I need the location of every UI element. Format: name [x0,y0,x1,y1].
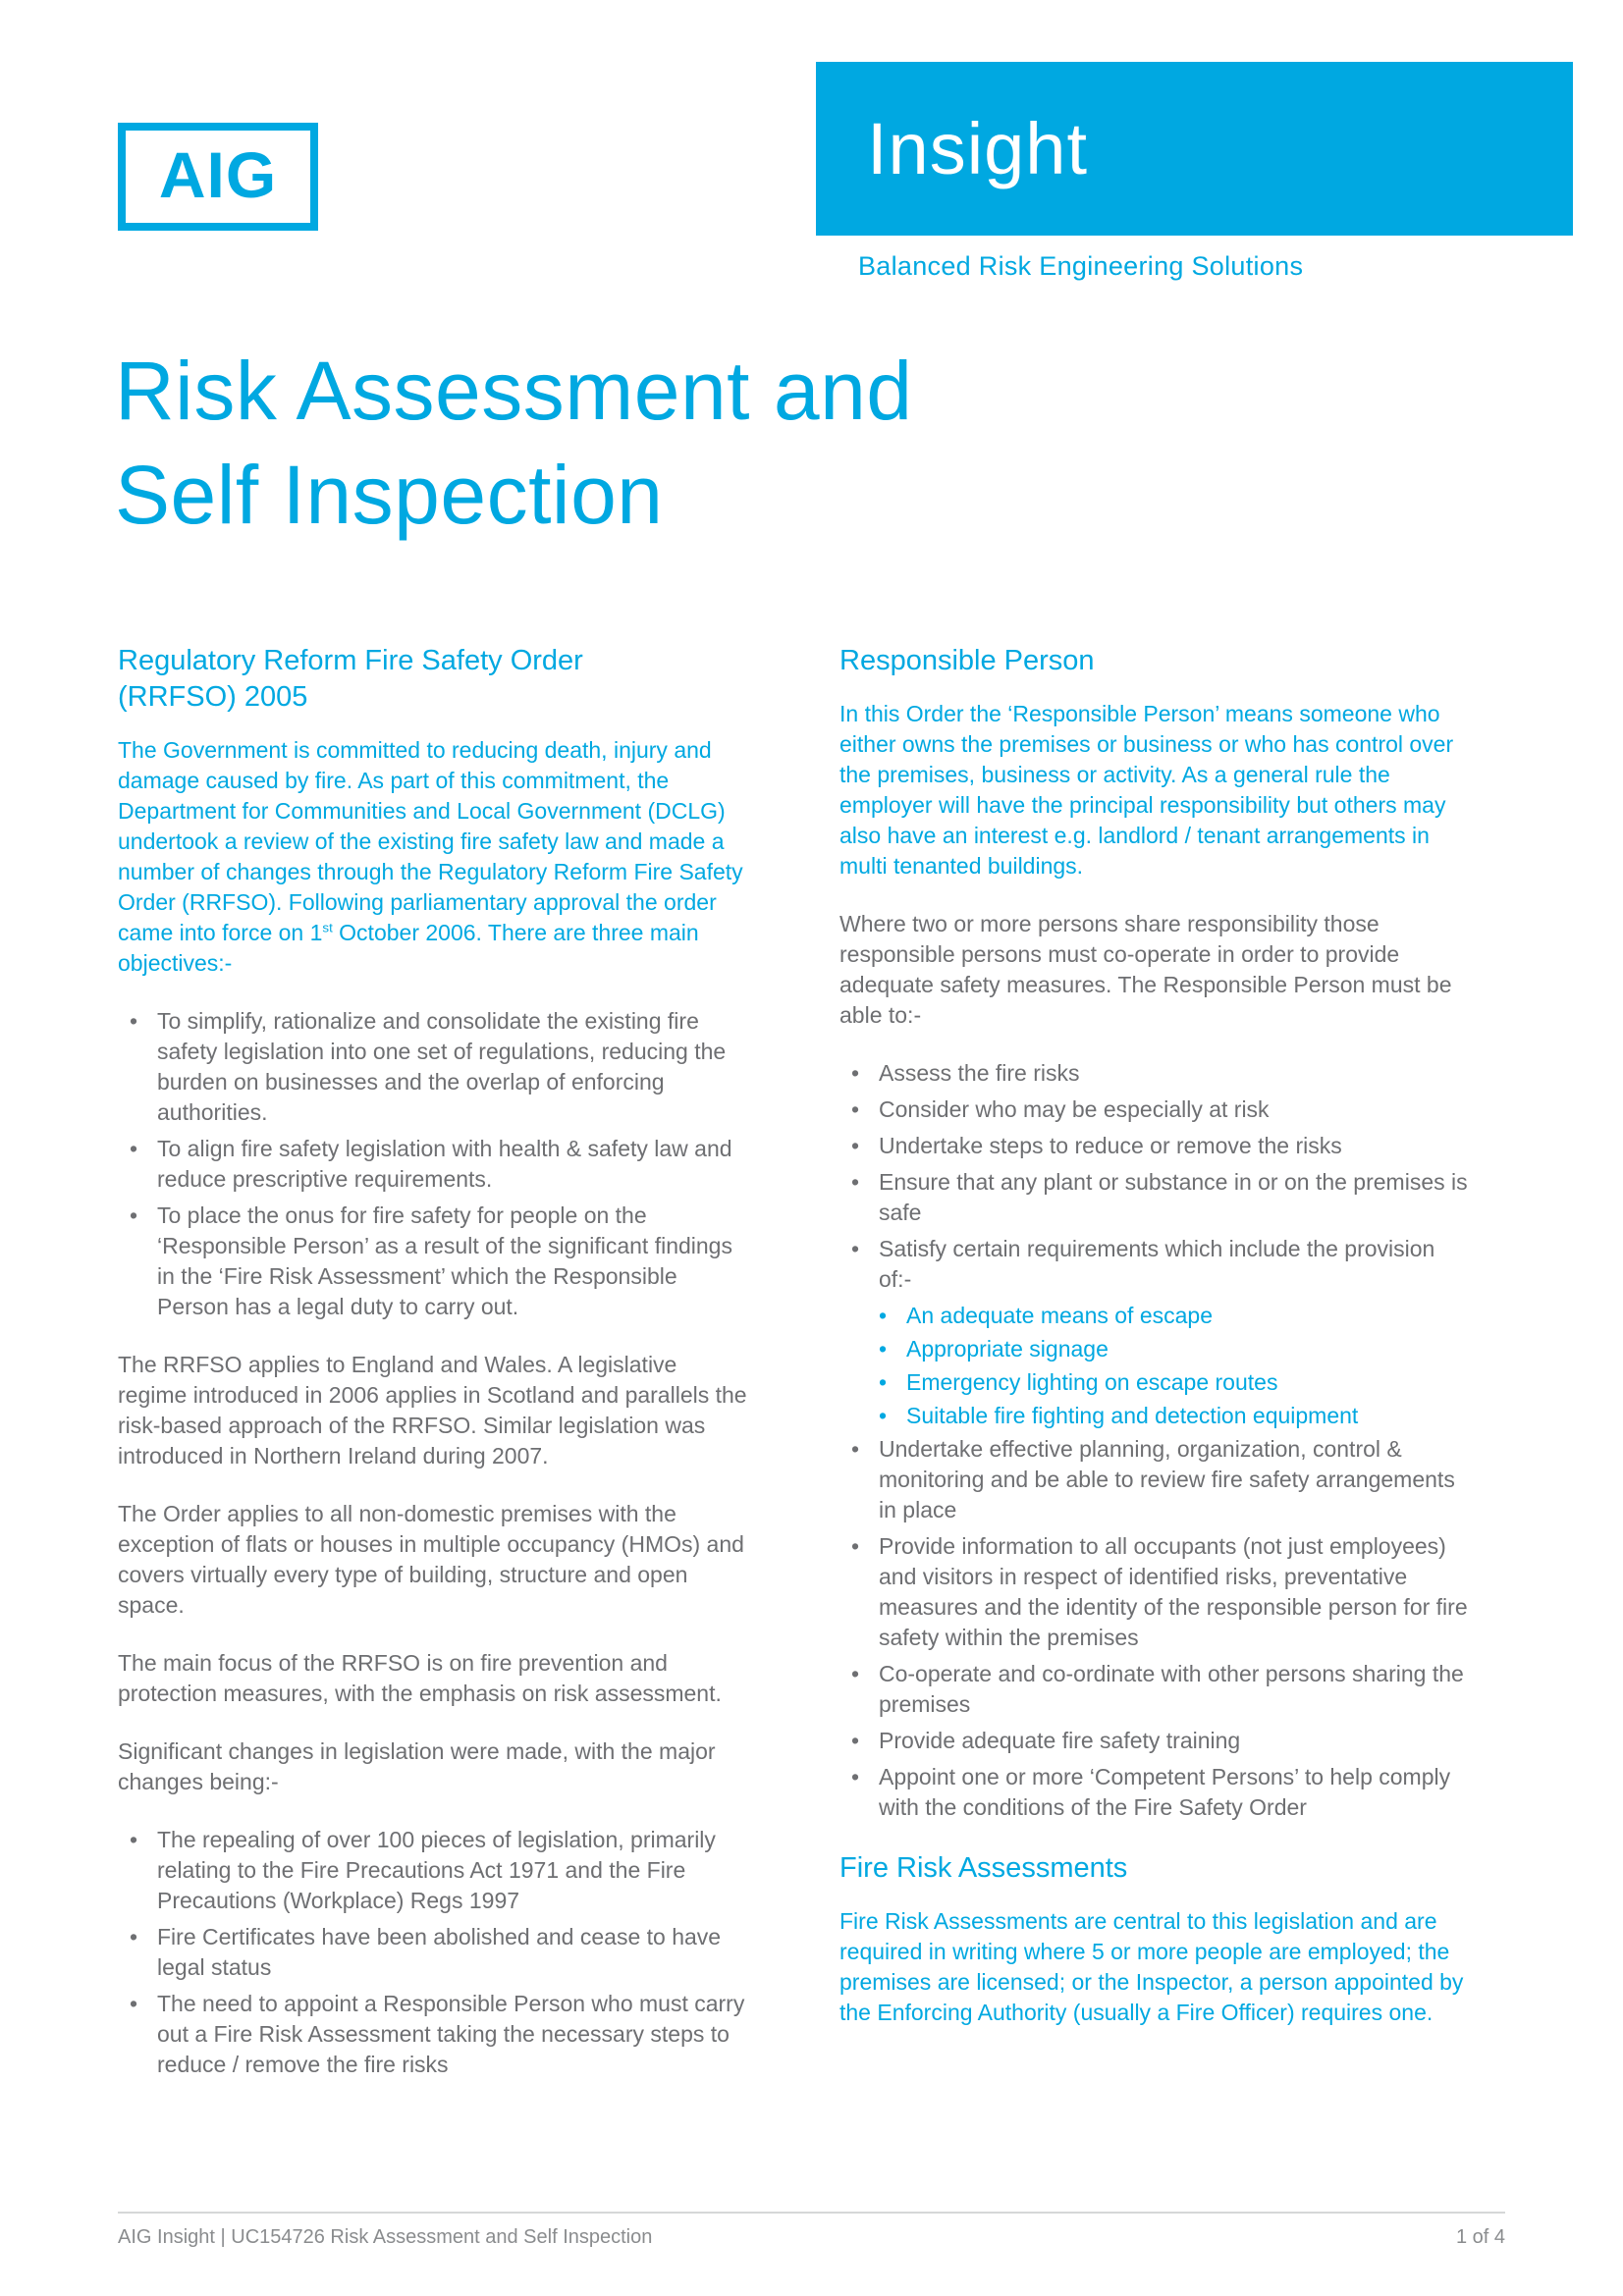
aig-logo [118,123,318,231]
provisions-list [839,1301,1473,1431]
insight-banner [816,62,1573,236]
rrfso-intro-paragraph [118,735,751,979]
duty-item: • Assess the fire risks [851,1058,1473,1089]
objective-item: • To simplify, rationalize and consolidate the existing fire safety legislation into one set of regulations, reducing the burden on businesses and the overlap of enforcing authorities. [130,1006,751,1128]
objective-item: • To place the onus for fire safety for people on the ‘Responsible Person’ as a result of the significant findings in the ‘Fire Risk Assessment’ which the Responsible Person has a legal duty to carry out. [130,1201,751,1322]
duty-item: • Provide information to all occupants (not just employees) and visitors in respect of identified risks, preventative measures and the identity of the responsible person for fire safety within the premises [851,1531,1473,1653]
duty-item: • Undertake effective planning, organization, control & monitoring and be able to review fire safety arrangements in place [851,1434,1473,1525]
change-item: • The repealing of over 100 pieces of legislation, primarily relating to the Fire Precautions Act 1971 and the Fire Precautions (Workplace) Regs 1997 [130,1825,751,1916]
left-column [118,643,751,2108]
rrfso-intro-text-after: October 2006. There are three main objectives:- [118,920,699,976]
duty-item: • Consider who may be especially at risk [851,1095,1473,1125]
section-heading-responsible-person: Responsible Person [839,645,1095,676]
duty-item: • Undertake steps to reduce or remove the risks [851,1131,1473,1161]
banner-title: Insight [867,108,1089,189]
section-heading-fire-risk-assessments: Fire Risk Assessments [839,1852,1128,1884]
paragraph-cooperate: Where two or more persons share responsibility those responsible persons must co-operate in order to provide adequate safety measures. The Responsible Person must be able to:- [839,911,1452,1028]
paragraph-focus: The main focus of the RRFSO is on fire prevention and protection measures, with the emphasis on risk assessment. [118,1650,722,1706]
provision-item: • Appropriate signage [879,1334,1473,1364]
responsible-person-intro: In this Order the ‘Responsible Person’ means someone who either owns the premises or business or who has control over the premises, business or activity. As a general rule the employer will have the principal responsibility but others may also have an interest e.g. landlord / tenant arrangements in multi tenanted buildings. [839,701,1454,879]
provision-item: • Emergency lighting on escape routes [879,1367,1473,1398]
duty-item: • Appoint one or more ‘Competent Persons’ to help comply with the conditions of the Fire Safety Order [851,1762,1473,1823]
aig-logo-text: AIG [158,138,278,211]
major-changes-list [118,1825,751,2080]
footer-divider [118,2212,1505,2214]
rrfso-intro-text: The Government is committed to reducing death, injury and damage caused by fire. As part of this commitment, the Department for Communities and Local Government (DCLG) undertook a review of the existing fire safety law and made a number of changes through the Regulatory Reform Fire Safety Order (RRFSO). Following parliamentary approval the order came into force on 1 [118,737,743,945]
section-heading-rrfso: Regulatory Reform Fire Safety Order (RRFSO) 2005 [118,645,583,713]
change-item: • The need to appoint a Responsible Person who must carry out a Fire Risk Assessment taking the necessary steps to reduce / remove the fire risks [130,1989,751,2080]
provision-item: • An adequate means of escape [879,1301,1473,1331]
provision-item: • Suitable fire fighting and detection equipment [879,1401,1473,1431]
duty-item: • Provide adequate fire safety training [851,1726,1473,1756]
fire-risk-assessments-paragraph: Fire Risk Assessments are central to this legislation and are required in writing where 5 or more people are employed; the premises are licensed; or the Inspector, a person appointed by the Enforcing Authority (usually a Fire Officer) requires one. [839,1908,1464,2025]
duty-item: • Ensure that any plant or substance in or on the premises is safe [851,1167,1473,1228]
document-title [115,339,913,547]
document-title-line-1: Risk Assessment and [115,345,913,437]
duties-list-continued [839,1434,1473,1823]
rrfso-objectives-list [118,1006,751,1322]
document-title-line-2: Self Inspection [115,449,664,541]
paragraph-premises: The Order applies to all non-domestic premises with the exception of flats or houses in multiple occupancy (HMOs) and covers virtually every type of building, structure and open space. [118,1501,744,1618]
superscript-st: st [322,920,333,935]
content-columns [118,643,1473,2108]
right-column [839,643,1473,2108]
change-item: • Fire Certificates have been abolished and cease to have legal status [130,1922,751,1983]
footer-page-number: 1 of 4 [1455,2226,1505,2248]
banner-subtitle: Balanced Risk Engineering Solutions [858,251,1304,281]
paragraph-changes-lead: Significant changes in legislation were made, with the major changes being:- [118,1738,716,1794]
duty-item: • Co-operate and co-ordinate with other persons sharing the premises [851,1659,1473,1720]
objective-item: • To align fire safety legislation with health & safety law and reduce prescriptive requirements. [130,1134,751,1195]
paragraph-applies: The RRFSO applies to England and Wales. A legislative regime introduced in 2006 applies in Scotland and parallels the risk-based approach of the RRFSO. Similar legislation was introduced in Northern Ireland during 2007. [118,1352,747,1468]
duty-item: • Satisfy certain requirements which include the provision of:- [851,1234,1473,1295]
duties-list [839,1058,1473,1295]
footer-document-reference: AIG Insight | UC154726 Risk Assessment and Self Inspection [118,2226,653,2248]
